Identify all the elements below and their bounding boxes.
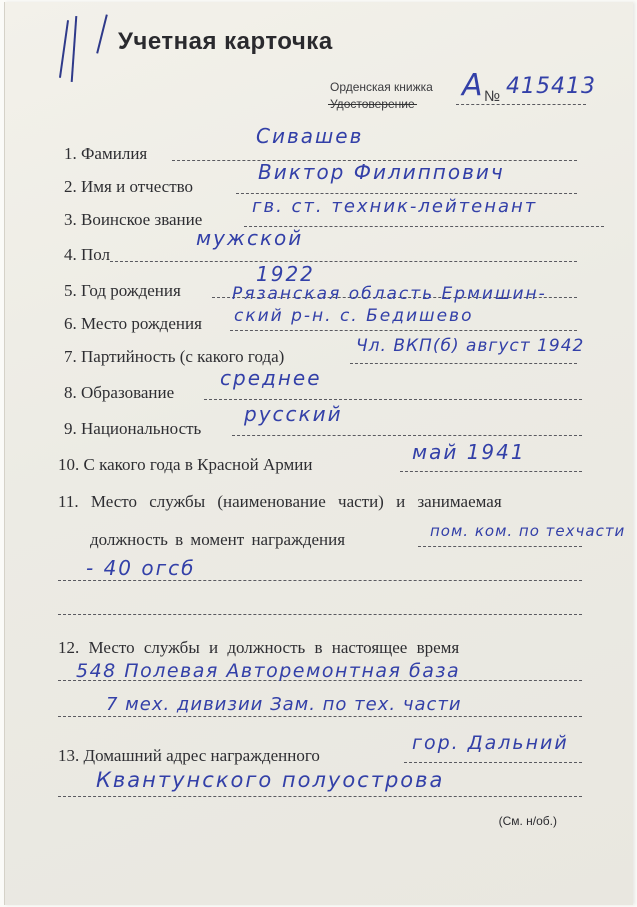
birth-year-label: 5. Год рождения <box>64 281 181 300</box>
current-service-line-2 <box>58 716 582 717</box>
home-address-value-2: Квантунского полуострова <box>96 768 445 792</box>
birthplace-value: Рязанская область Ермишин- <box>232 284 547 304</box>
service-place-label: 11. Место службы (наименование части) и занимаемая <box>58 492 502 511</box>
nationality-label: 9. Национальность <box>64 419 202 438</box>
service-line-3 <box>58 614 582 615</box>
number-line <box>456 104 586 105</box>
service-value-2: - 40 огсб <box>86 556 196 580</box>
current-service-value: 548 Полевая Авторемонтная база <box>76 660 461 682</box>
nationality-line <box>232 435 582 436</box>
order-book-label: Орденская книжка <box>330 80 433 94</box>
party-line <box>350 363 577 364</box>
pen-mark <box>59 20 69 78</box>
home-address-line-1 <box>404 762 582 763</box>
birthplace-label: 6. Место рождения <box>64 314 202 333</box>
certificate-label: Удостоверение <box>330 97 415 111</box>
education-label: 8. Образование <box>64 383 175 402</box>
birthplace-line <box>230 330 577 331</box>
party-value: Чл. ВКП(б) август 1942 <box>356 336 585 356</box>
sex-value: мужской <box>196 226 304 250</box>
name-value: Виктор Филиппович <box>258 160 505 184</box>
name-label: 2. Имя и отчество <box>64 177 194 196</box>
sex-label: 4. Пол <box>64 245 111 264</box>
number-prefix: А <box>462 68 484 103</box>
education-value: среднее <box>220 366 322 390</box>
service-position-label: должность в момент награждения <box>90 530 346 549</box>
birth-year-value: 1922 <box>256 262 315 286</box>
service-line-2 <box>58 580 582 581</box>
army-since-label: 10. С какого года в Красной Армии <box>58 455 313 474</box>
current-service-label: 12. Место службы и должность в настоящее время <box>58 638 460 657</box>
home-address-value: гор. Дальний <box>412 732 569 754</box>
rank-label: 3. Воинское звание <box>64 210 203 229</box>
pen-mark <box>96 14 108 53</box>
current-service-value-2: 7 мех. дивизии Зам. по тех. части <box>106 694 462 715</box>
name-line <box>236 193 577 194</box>
army-since-line <box>400 471 582 472</box>
see-reverse-note: (См. н/об.) <box>498 814 557 828</box>
surname-value: Сивашев <box>256 124 364 148</box>
education-line <box>204 399 582 400</box>
birthplace-value-2: ский р-н. с. Бедишево <box>234 306 474 326</box>
army-since-value: май 1941 <box>412 440 526 464</box>
pen-mark <box>71 16 78 82</box>
home-address-label: 13. Домашний адрес награжденного <box>58 746 320 765</box>
service-line-1 <box>418 546 582 547</box>
home-address-line-2 <box>58 796 582 797</box>
rank-value: гв. ст. техник-лейтенант <box>252 196 538 217</box>
card-title: Учетная карточка <box>118 28 333 55</box>
party-label: 7. Партийность (с какого года) <box>64 347 285 366</box>
sex-line <box>110 261 577 262</box>
surname-label: 1. Фамилия <box>64 144 148 163</box>
order-book-number: 415413 <box>506 74 596 99</box>
number-sign: № <box>484 88 501 105</box>
nationality-value: русский <box>244 402 343 426</box>
service-value: пом. ком. по техчасти <box>430 522 626 540</box>
